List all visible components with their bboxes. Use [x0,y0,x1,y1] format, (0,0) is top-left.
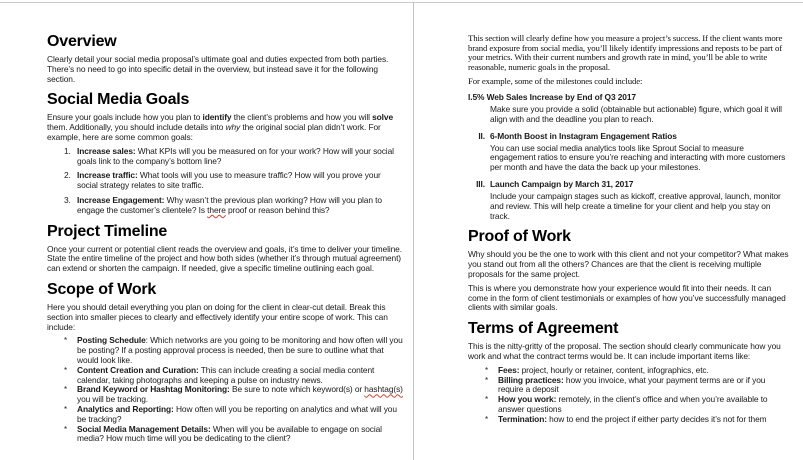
bullet-item [47,336,403,365]
paragraph [468,77,791,87]
text-run: : Which networks are you going to be monitoring and how often will you be posting? If a posting approval process is needed, then be sure to outline what that would look like. [77,335,403,365]
text-run: Clearly detail your social media proposal’s ultimate goal and duties expected from both parties. There’s no need to go into specific detail in the overview, but instead save it for the following section. [47,54,389,84]
milestone-title: 6-Month Boost in Instagram Engagement Ratios [490,130,677,141]
numbered-item [47,196,403,216]
bullet-item [47,366,403,386]
text-run: You can use social media analytics tools like Sprout Social to measure engagement ratios to ensure you’re reaching and interacting with more customers per month and have the data the back up your milestones. [490,142,786,173]
numbered-item [47,147,403,167]
milestone-item [468,92,791,102]
list-number: 3. [64,194,71,205]
text-run: This section will clearly define how you measure a project’s success. If the client wants more brand exposure from social media, you’ll likely identify impressions and reposts to be part of your metrics. With their current numbers and growth rate in mind, you’ll be able to write reasonable, numeric goals in the proposal. [468,33,783,72]
bullet-icon: * [485,395,489,405]
numbered-item [47,171,403,191]
paragraph [47,245,403,274]
list-text [498,376,791,396]
bullet-icon: * [64,424,68,434]
section-heading: Scope of Work [47,280,157,298]
bullet-item [468,415,791,425]
bullet-item [468,395,791,415]
text-run: What tools will you use to measure traffic? How will you prove your social strategy relates to site traffic. [77,170,381,191]
bullet-icon: * [485,365,489,375]
milestone-item [468,131,791,141]
text-run: you will be tracking. [77,394,148,405]
text-run: For example, some of the milestones could include: [468,76,643,87]
milestone-title: I.5% Web Sales Increase by End of Q3 2017 [468,91,636,102]
misspelled-word: hashtag(s) [364,384,403,395]
paragraph [47,55,403,84]
text-run: How often will you be reporting on analytics and what will you be tracking? [77,403,397,424]
text-run: Posting Schedule [77,335,146,346]
milestone-paragraph [468,105,791,125]
text-run: Be sure to note which keyword(s) or [229,384,365,395]
list-text [77,385,403,405]
paragraph [47,303,403,332]
paragraph [47,113,403,142]
bullet-item [47,405,403,425]
milestone-numeral: III. [476,178,485,189]
section-heading: Social Media Goals [47,91,190,109]
text-run: Content Creation and Curation: [77,364,199,375]
paragraph [468,342,791,362]
text-run: This can include creating a social media content calendar, taking photographs and keeping a pulse on industry news. [77,364,375,385]
text-run: Termination: [498,413,547,424]
text-run: proof or reason behind this? [225,204,330,215]
paragraph [468,284,791,313]
text-run: This is the nitty-gritty of the proposal. The section should clearly communicate how you work and what the contract terms would be. It can include important items like: [468,341,781,361]
milestone-paragraph [468,144,791,173]
section-heading: Terms of Agreement [468,320,619,338]
paragraph [468,250,791,279]
milestone-paragraph [468,192,791,221]
section-heading: Proof of Work [468,228,571,246]
bullet-item [47,425,403,445]
text-run: project, hourly or retainer, content, infographics, etc. [519,364,709,375]
list-text [77,147,403,167]
list-text [77,336,403,365]
text-run: the client’s problems and how you will [231,112,373,123]
text-run: why [225,122,241,133]
text-run: Here you should detail everything you plan on doing for the client in clear-cut detail. Break this section into smaller pieces to clearly and effectively identify your entire scope of work. This can include: [47,301,388,332]
text-run: Social Media Management Details: [77,423,211,434]
list-text [498,415,791,425]
bullet-icon: * [485,375,489,385]
milestone-item [468,179,791,189]
text-run: Analytics and Reporting: [77,403,174,414]
text-run: Increase Engagement: [77,194,165,205]
page-right [414,3,803,460]
text-run: What KPIs will you be measured on for your work? How will your social goals link to the company’s bottom line? [77,145,394,166]
bullet-icon: * [64,385,68,395]
list-text [77,425,403,445]
section-heading: Overview [47,33,117,50]
bullet-item [468,376,791,396]
text-run: them. Additionally, you should include details into [47,122,226,133]
text-run: Increase traffic: [77,170,138,181]
text-run: identify [202,112,232,123]
text-run: How you work: [498,394,557,405]
section-heading: Project Timeline [47,222,168,240]
text-run: Include your campaign stages such as kickoff, creative approval, launch, monitor and review. This will help create a timeline for your client and help you stay on track. [490,190,781,221]
text-run: the original social plan didn’t work. For example, here are some common goals: [47,122,381,142]
paragraph [468,34,791,72]
bullet-icon: * [64,336,68,346]
milestone-numeral: II. [478,130,485,141]
text-run: how you invoice, what your payment terms are or if you require a deposit [498,374,766,395]
text-run: Make sure you provide a solid (obtainable but actionable) figure, which goal it will align with and the deadline you plan to reach. [490,103,782,124]
list-text [77,405,403,425]
list-text [77,196,403,216]
misspelled-word: there [207,204,226,215]
text-run: Why should you be the one to work with this client and not your competitor? What makes you stand out from all the others? Chances are that the client is receiving multiple proposals for the same project. [468,249,789,279]
text-run: Why wasn’t the previous plan working? How will you plan to engage the customer’s clientele? Is [77,194,382,215]
list-text [77,366,403,386]
text-run: Fees: [498,364,520,375]
text-run: remotely, in the client’s office and when you’re available to answer questions [498,394,768,414]
bullet-icon: * [64,404,68,414]
list-number: 1. [64,145,71,156]
text-run: Billing practices: [498,374,564,385]
text-run: Ensure your goals include how you plan to [47,112,203,123]
bullet-item [47,385,403,405]
bullet-icon: * [485,414,489,424]
text-run: Once your current or potential client reads the overview and goals, it’s time to deliver your timeline. State the entire timeline of the project and how both sides (whether it’s through mutual agreement) can extend or shorten the campaign. If needed, give a specific timeline outlining each goal. [47,243,402,274]
list-number: 2. [64,170,71,181]
text-run: Increase sales: [77,145,136,156]
bullet-icon: * [64,365,68,375]
text-run: solve [372,112,394,123]
text-run: Brand Keyword or Hashtag Monitoring: [77,384,230,395]
milestone-title: Launch Campaign by March 31, 2017 [490,178,634,189]
text-run: how to end the project if either party decides it’s not for them [546,413,767,424]
text-run: When will you be available to engage on social media? How much time will you be dedicating to the client? [77,423,382,444]
page-left [0,3,413,460]
text-run: This is where you demonstrate how your experience would fit into their needs. It can come in the form of client testimonials or examples of how you’ve successfully managed clients with similar goals. [468,282,786,313]
list-text [77,171,403,191]
list-text [498,395,791,415]
